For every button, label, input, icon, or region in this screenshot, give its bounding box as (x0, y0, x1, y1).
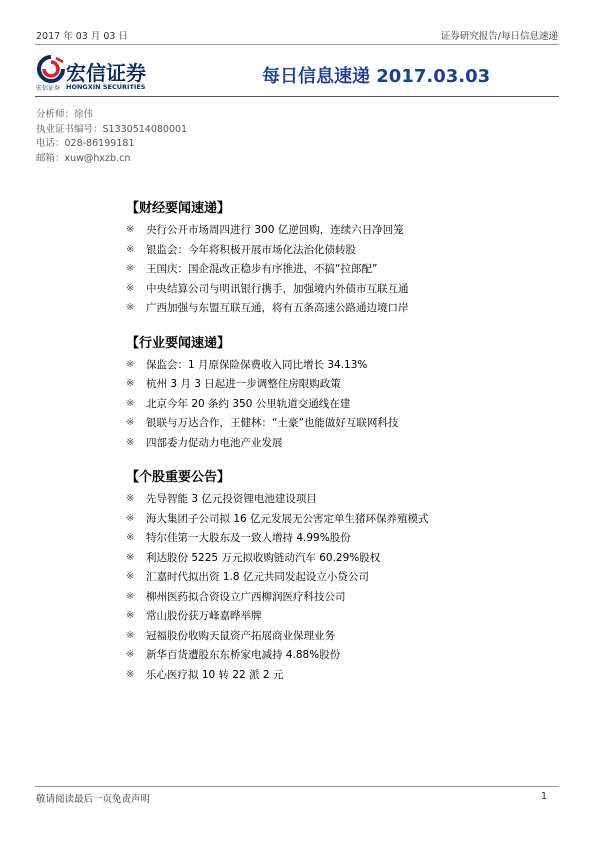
list-item-text: 银联与万达合作，王健林：“土豪”也能做好互联网科技 (146, 417, 399, 430)
list-item-text: 广西加强与东盟互联互通，将有五条高速公路通边境口岸 (146, 302, 409, 315)
bullet-mark: ※ (126, 436, 135, 448)
list-item (126, 298, 546, 318)
list-item-text: 先导智能 3 亿元投资锂电池建设项目 (146, 493, 317, 506)
list-item (126, 587, 546, 607)
list-item-text: 特尔佳第一大股东及一致人增持 4.99%股份 (146, 532, 351, 545)
logo-name-cn: 宏信证券 (66, 61, 146, 85)
analyst-phone: 电话：028-86199181 (36, 138, 135, 149)
bullet-mark: ※ (126, 668, 135, 680)
bullet-mark: ※ (126, 512, 135, 524)
bullet-mark: ※ (126, 263, 135, 275)
logo-name-en: HONGXIN SECURITIES (66, 83, 146, 91)
list-item-text: 银监会：今年将积极开展市场化法治化债转股 (146, 243, 356, 256)
list-item (126, 665, 546, 685)
list-item (126, 240, 546, 260)
bullet-mark: ※ (126, 610, 135, 622)
list-item (126, 433, 546, 453)
bullet-mark: ※ (126, 282, 135, 294)
bullet-mark: ※ (126, 590, 135, 602)
news-section (126, 333, 546, 453)
list-item (126, 509, 546, 529)
list-item (126, 606, 546, 626)
list-item-text: 四部委力促动力电池产业发展 (146, 436, 283, 449)
list-item-text: 保监会：1 月原保险保费收入同比增长 34.13% (146, 358, 368, 371)
footer-disclaimer: 敬请阅读最后一页免责声明 (36, 794, 151, 805)
list-item-text: 常山股份获万峰嘉晔举牌 (146, 610, 262, 623)
analyst-email: 邮箱：xuw@hxzb.cn (36, 152, 131, 164)
list-item (126, 259, 546, 279)
list-item (126, 355, 546, 375)
list-item-text: 乐心医疗拟 10 转 22 派 2 元 (146, 668, 284, 681)
bullet-mark: ※ (126, 302, 135, 314)
list-item-text: 王国庆：国企混改正稳步有序推进，不搞“拉郎配” (146, 263, 378, 276)
logo-sub-cn: 宏信证券 (36, 85, 61, 92)
header-divider (35, 44, 559, 45)
hongxin-logo-icon (36, 54, 66, 84)
bullet-mark: ※ (126, 358, 135, 370)
page-number: 1 (540, 791, 547, 802)
list-item-text: 冠福股份收购天鼠资产拓展商业保理业务 (146, 629, 335, 642)
section-title: 【行业要闻速递】 (126, 335, 231, 351)
list-item (126, 528, 546, 548)
news-section (126, 198, 546, 318)
logo (36, 54, 166, 94)
bullet-mark: ※ (126, 243, 135, 255)
list-item (126, 394, 546, 414)
bullet-mark: ※ (126, 417, 135, 429)
analyst-cert: 执业证书编号：S1330514080001 (36, 123, 188, 135)
news-section (126, 467, 546, 684)
bullet-mark: ※ (126, 378, 135, 390)
list-item (126, 279, 546, 299)
list-item (126, 413, 546, 433)
bullet-mark: ※ (126, 629, 135, 641)
list-item-text: 新华百货遭股东东桥家电减持 4.88%股份 (146, 649, 341, 662)
bullet-mark: ※ (126, 649, 135, 661)
analyst-name: 分析师：徐伟 (36, 109, 94, 120)
news-sections (126, 198, 546, 699)
section-title: 【财经要闻速递】 (126, 201, 231, 216)
list-item-text: 柳州医药拟合资设立广西柳润医疗科技公司 (146, 590, 346, 603)
section-title: 【个股重要公告】 (126, 470, 231, 485)
list-item-text: 央行公开市场周四进行 300 亿逆回购，连续六日净回笼 (146, 224, 404, 237)
header-report-type: 证券研究报告/每日信息速递 (440, 31, 558, 42)
list-item (126, 220, 546, 240)
bullet-mark: ※ (126, 551, 135, 563)
list-item (126, 567, 546, 587)
bullet-mark: ※ (126, 571, 135, 583)
list-item-text: 汇嘉时代拟出资 1.8 亿元共同发起设立小贷公司 (146, 571, 369, 584)
header-date: 2017 年 03 月 03 日 (36, 31, 128, 42)
bullet-mark: ※ (126, 224, 135, 236)
analyst-info (36, 108, 187, 166)
document-title: 每日信息速递 2017.03.03 (262, 66, 491, 87)
list-item (126, 548, 546, 568)
list-item-text: 中央结算公司与明讯银行携手，加强境内外债市互联互通 (146, 282, 409, 295)
bullet-mark: ※ (126, 493, 135, 505)
list-item-text: 海大集团子公司拟 16 亿元发展无公害定单生猪环保养殖模式 (146, 512, 429, 525)
list-item-text: 杭州 3 月 3 日起进一步调整住房限购政策 (146, 378, 341, 391)
bullet-mark: ※ (126, 532, 135, 544)
footer-divider (35, 786, 559, 787)
bullet-mark: ※ (126, 397, 135, 409)
list-item-text: 利达股份 5225 万元拟收购链动汽车 60.29%股权 (146, 551, 381, 564)
list-item (126, 645, 546, 665)
list-item (126, 374, 546, 394)
title-divider (35, 96, 559, 97)
list-item-text: 北京今年 20 条约 350 公里轨道交通线在建 (146, 397, 351, 410)
list-item (126, 626, 546, 646)
list-item (126, 489, 546, 509)
